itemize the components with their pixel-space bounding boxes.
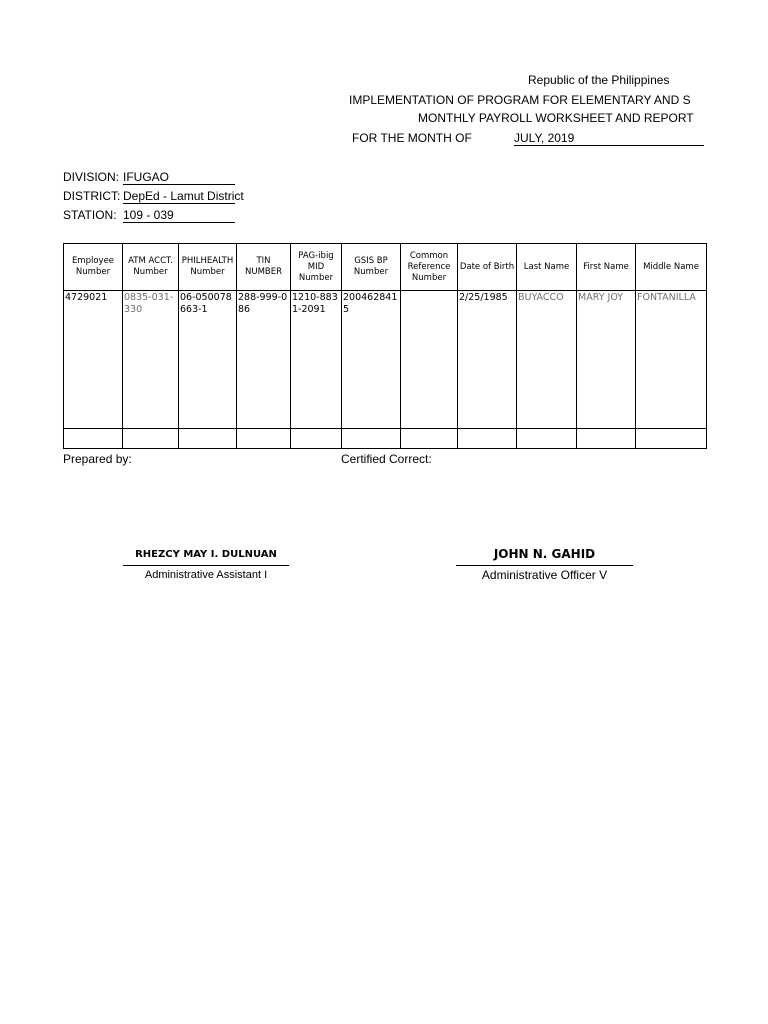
blank-cell	[179, 429, 237, 449]
blank-cell	[401, 429, 458, 449]
cell-employee-number: 4729021	[64, 291, 123, 429]
col-header-tin: TIN NUMBER	[237, 244, 291, 291]
cell-atm-account: 0835-031-330	[123, 291, 179, 429]
col-header-pagibig: PAG-ibig MID Number	[291, 244, 342, 291]
district-label: DISTRICT:	[63, 189, 121, 203]
cell-date-of-birth: 2/25/1985	[458, 291, 517, 429]
cell-pagibig: 1210-8831-2091	[291, 291, 342, 429]
preparer-name: RHEZCY MAY I. DULNUAN	[135, 549, 277, 560]
col-header-employee-number: Employee Number	[64, 244, 123, 291]
month-label: FOR THE MONTH OF	[352, 131, 472, 145]
blank-cell	[123, 429, 179, 449]
cell-tin: 288-999-086	[237, 291, 291, 429]
col-header-common-reference: Common Reference Number	[401, 244, 458, 291]
prepared-by-label: Prepared by:	[63, 452, 132, 466]
table-row	[64, 291, 707, 429]
col-header-first-name: First Name	[577, 244, 636, 291]
payroll-table	[63, 243, 707, 449]
cell-common-reference	[401, 291, 458, 429]
preparer-title: Administrative Assistant I	[144, 569, 268, 581]
station-label: STATION:	[63, 208, 117, 222]
month-value: JULY, 2019	[514, 131, 704, 146]
certifier-signature-line	[456, 565, 633, 566]
col-header-gsis: GSIS BP Number	[342, 244, 401, 291]
station-value: 109 - 039	[123, 208, 235, 223]
col-header-last-name: Last Name	[517, 244, 577, 291]
division-value: IFUGAO	[123, 170, 235, 185]
blank-cell	[636, 429, 707, 449]
blank-cell	[291, 429, 342, 449]
cell-philhealth: 06-050078663-1	[179, 291, 237, 429]
table-header-row	[64, 244, 707, 291]
col-header-date-of-birth: Date of Birth	[458, 244, 517, 291]
blank-cell	[577, 429, 636, 449]
certifier-title: Administrative Officer V	[481, 568, 608, 582]
cell-gsis: 2004628415	[342, 291, 401, 429]
cell-last-name: BUYACCO	[517, 291, 577, 429]
blank-cell	[64, 429, 123, 449]
blank-cell	[458, 429, 517, 449]
col-header-philhealth: PHILHEALTH Number	[179, 244, 237, 291]
blank-cell	[342, 429, 401, 449]
cell-middle-name: FONTANILLA	[636, 291, 707, 429]
republic-heading: Republic of the Philippines	[528, 73, 670, 87]
certifier-name: JOHN N. GAHID	[493, 547, 596, 561]
preparer-signature-line	[123, 565, 289, 566]
program-heading: IMPLEMENTATION OF PROGRAM FOR ELEMENTARY AND S	[349, 93, 691, 107]
division-label: DIVISION:	[63, 170, 120, 184]
table-blank-row	[64, 429, 707, 449]
report-heading: MONTHLY PAYROLL WORKSHEET AND REPORT	[418, 111, 694, 125]
blank-cell	[237, 429, 291, 449]
col-header-atm-account: ATM ACCT. Number	[123, 244, 179, 291]
certified-correct-label: Certified Correct:	[341, 452, 432, 466]
blank-cell	[517, 429, 577, 449]
col-header-middle-name: Middle Name	[636, 244, 707, 291]
cell-first-name: MARY JOY	[577, 291, 636, 429]
district-value: DepEd - Lamut District	[123, 189, 244, 203]
